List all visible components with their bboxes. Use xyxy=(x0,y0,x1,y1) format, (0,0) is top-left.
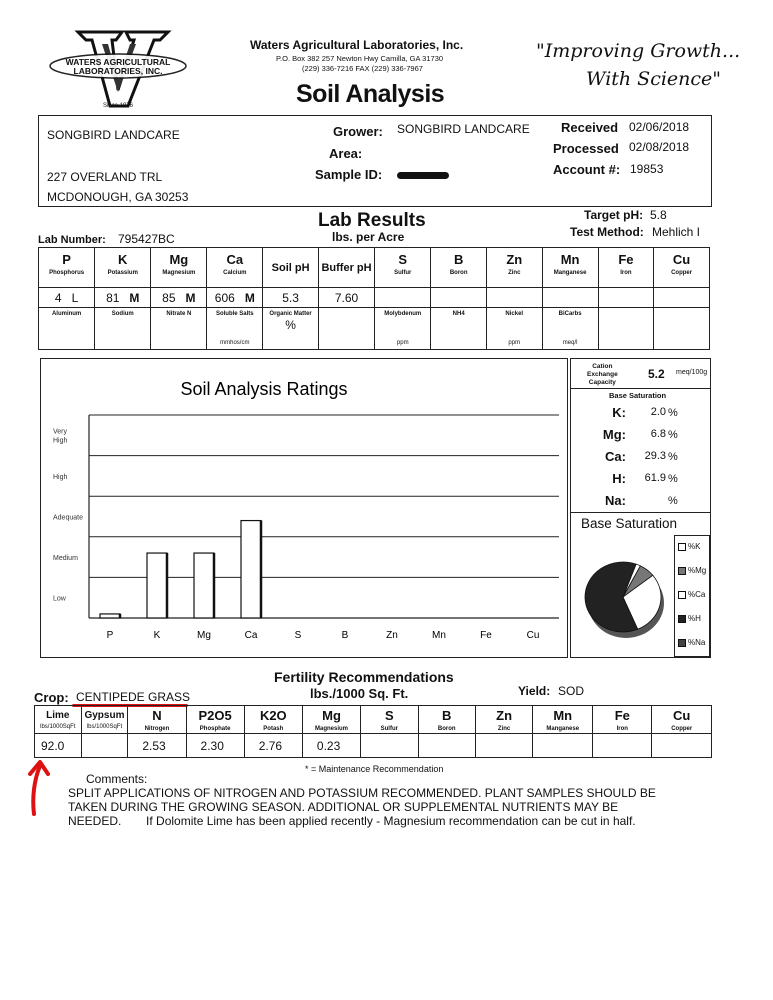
pie-legend-item xyxy=(678,590,705,599)
comment-line3a: NEEDED. xyxy=(68,814,122,828)
element-symbol: K xyxy=(118,252,128,267)
element-name: Copper xyxy=(671,270,693,276)
pie-legend-item xyxy=(678,614,701,623)
extra-name: Sodium xyxy=(111,311,134,317)
result-header-cell xyxy=(39,248,95,288)
comments-label: Comments: xyxy=(86,772,148,786)
fert-value-cell xyxy=(81,734,128,758)
fertility-title: Fertility Recommendations xyxy=(274,669,454,685)
base-sat-percent: % xyxy=(668,407,678,419)
result-header-cell xyxy=(263,248,319,288)
svg-text:Since 1976: Since 1976 xyxy=(102,103,134,109)
result-header-cell xyxy=(431,248,487,288)
rating-level-label: Very High xyxy=(53,428,68,445)
extra-unit: mmhos/cm xyxy=(220,340,250,346)
lab-number-label: Lab Number: xyxy=(38,234,106,246)
redacted-sample-id xyxy=(397,172,449,179)
bar-P xyxy=(100,614,120,618)
result-value-cell xyxy=(598,288,654,308)
fert-header-cell xyxy=(186,706,244,734)
result-value: 5.3 xyxy=(282,291,299,305)
result-header-cell xyxy=(318,248,374,288)
fert-header-cell xyxy=(302,706,360,734)
result-rating: M xyxy=(244,291,255,305)
element-name: Sulfur xyxy=(394,270,412,276)
cec-divider xyxy=(571,388,710,389)
result-value: 606 xyxy=(214,291,235,305)
fert-name: Phosphate xyxy=(199,726,231,732)
fert-symbol: B xyxy=(442,708,452,723)
base-saturation-label: Base Saturation xyxy=(609,391,667,400)
result-extra-cell xyxy=(207,308,263,350)
legend-swatch xyxy=(678,639,686,647)
fert-symbol: Gypsum xyxy=(84,710,125,721)
fert-value xyxy=(593,734,651,739)
fert-value-cell xyxy=(244,734,302,758)
result-value-wrap xyxy=(654,288,709,291)
test-method: Mehlich I xyxy=(652,225,701,239)
fert-name: Iron xyxy=(616,726,628,732)
result-value: 85 xyxy=(162,291,176,305)
base-sat-element: Mg: xyxy=(602,427,626,442)
cec-box xyxy=(570,358,711,513)
fert-value xyxy=(361,734,417,739)
result-value-cell xyxy=(486,288,542,308)
extra-name: Soluble Salts xyxy=(215,311,254,317)
pie-legend-item xyxy=(678,542,700,551)
bar-Ca xyxy=(241,521,261,618)
fert-header-cell xyxy=(244,706,302,734)
element-symbol: Buffer pH xyxy=(321,262,372,274)
base-sat-percent: % xyxy=(668,451,678,463)
base-sat-percent: % xyxy=(668,429,678,441)
fertility-subtitle: lbs./1000 Sq. Ft. xyxy=(310,686,409,701)
result-extra-cell xyxy=(542,308,598,350)
fert-name: Boron xyxy=(437,726,456,732)
result-header-cell xyxy=(95,248,151,288)
fert-value-cell xyxy=(128,734,186,758)
company-name: Waters Agricultural Laboratories, Inc. xyxy=(250,38,464,52)
cec-label-line2: Exchange xyxy=(587,371,618,378)
fert-header-cell xyxy=(128,706,186,734)
category-label-Mn: Mn xyxy=(432,630,446,641)
result-value-cell xyxy=(207,288,263,308)
legend-label: %Mg xyxy=(688,566,707,575)
pie-legend-item xyxy=(678,566,706,575)
category-label-P: P xyxy=(106,630,114,641)
base-saturation-pie-box xyxy=(570,512,711,658)
processed-label: Processed xyxy=(553,141,619,156)
result-value-wrap xyxy=(599,288,654,291)
yield-label: Yield: xyxy=(518,684,551,698)
category-label-Mg: Mg xyxy=(197,630,211,641)
fert-symbol: Fe xyxy=(614,708,630,723)
result-extra-cell xyxy=(263,308,319,350)
client-address1: 227 OVERLAND TRL xyxy=(47,170,163,184)
cec-label xyxy=(587,363,618,387)
processed-date: 02/08/2018 xyxy=(629,140,690,154)
element-symbol: Mn xyxy=(560,252,580,267)
target-ph: 5.8 xyxy=(650,208,667,222)
maintenance-note: * = Maintenance Recommendation xyxy=(305,764,444,774)
extra-name: Molybdenum xyxy=(384,311,422,317)
base-sat-value: 2.0 xyxy=(650,406,666,418)
fert-symbol: N xyxy=(152,708,162,723)
category-label-K: K xyxy=(153,630,161,641)
pie-legend-item xyxy=(678,638,705,647)
fert-value-cell xyxy=(593,734,652,758)
account-number: 19853 xyxy=(630,162,664,176)
comments-text xyxy=(68,786,708,828)
client-address2: MCDONOUGH, GA 30253 xyxy=(47,190,189,204)
result-rating: M xyxy=(129,291,140,305)
fert-value-cell xyxy=(533,734,593,758)
crop-label: Crop: xyxy=(34,690,69,705)
fert-name: Sulfur xyxy=(380,726,398,732)
extra-name: Organic Matter xyxy=(269,311,312,317)
fert-name: Potash xyxy=(263,726,284,732)
fert-symbol: P2O5 xyxy=(198,708,232,723)
fert-value xyxy=(82,734,128,739)
result-value-cell xyxy=(318,288,374,308)
result-extra-cell xyxy=(39,308,95,350)
element-name: Phosphorus xyxy=(49,270,85,276)
fert-value xyxy=(652,734,711,739)
result-value-cell xyxy=(542,288,598,308)
legend-label: %K xyxy=(688,542,701,551)
fert-name: Zinc xyxy=(497,726,511,732)
result-value-wrap xyxy=(543,288,598,291)
result-value-cell xyxy=(375,288,431,308)
base-sat-value: 61.9 xyxy=(644,472,666,484)
fert-value: 2.53 xyxy=(142,739,166,753)
result-extra-cell xyxy=(375,308,431,350)
fert-value xyxy=(533,734,592,739)
client-info-box xyxy=(38,115,712,207)
fert-value-cell xyxy=(418,734,475,758)
result-header-cell xyxy=(486,248,542,288)
category-label-Ca: Ca xyxy=(244,630,258,641)
sample-id-label: Sample ID: xyxy=(315,167,383,182)
result-header-cell xyxy=(542,248,598,288)
element-symbol: Mg xyxy=(169,252,189,267)
target-ph-label: Target pH: xyxy=(584,208,644,222)
page-title: Soil Analysis xyxy=(296,80,445,108)
result-extra-cell xyxy=(654,308,710,350)
received-date: 02/06/2018 xyxy=(629,120,690,134)
legend-swatch xyxy=(678,591,686,599)
lab-results-title: Lab Results xyxy=(318,210,426,231)
result-value-cell xyxy=(431,288,487,308)
result-extra-cell xyxy=(318,308,374,350)
comment-line3b: If Dolomite Lime has been applied recently - Magnesium recommendation can be cut in half. xyxy=(146,814,636,828)
fert-symbol: Zn xyxy=(496,708,513,723)
element-symbol: Ca xyxy=(226,252,244,267)
ratings-chart-svg xyxy=(41,359,567,657)
fert-name: Magnesium xyxy=(314,726,348,732)
result-value-wrap xyxy=(487,288,542,291)
fert-value-cell xyxy=(35,734,82,758)
base-sat-value: 6.8 xyxy=(650,428,666,440)
extra-name: BiCarbs xyxy=(558,311,582,317)
client-name: SONGBIRD LANDCARE xyxy=(47,128,180,142)
result-value: 81 xyxy=(106,291,120,305)
result-value-cell xyxy=(95,288,151,308)
company-address: P.O. Box 382 257 Newton Hwy Camilla, GA 31730 xyxy=(276,54,444,63)
category-label-S: S xyxy=(294,630,302,641)
result-extra-cell xyxy=(598,308,654,350)
fert-header-cell xyxy=(593,706,652,734)
result-value-wrap xyxy=(375,288,430,291)
result-value-cell xyxy=(654,288,710,308)
result-header-cell xyxy=(598,248,654,288)
fert-value-cell xyxy=(361,734,418,758)
result-extra-cell xyxy=(95,308,151,350)
result-value-wrap xyxy=(95,288,150,305)
fert-header-cell xyxy=(533,706,593,734)
rating-level-label: Medium xyxy=(53,555,78,563)
extra-unit: ppm xyxy=(508,340,521,346)
element-name: Manganese xyxy=(553,270,587,276)
element-symbol: Fe xyxy=(618,252,634,267)
base-sat-percent: % xyxy=(668,473,678,485)
lab-number: 795427BC xyxy=(118,232,175,246)
fert-value: 2.76 xyxy=(258,739,283,753)
element-symbol: S xyxy=(398,252,408,267)
extra-unit: ppm xyxy=(396,340,409,346)
fert-symbol: Lime xyxy=(46,710,70,721)
legend-label: %Na xyxy=(688,638,706,647)
fert-header-cell xyxy=(475,706,532,734)
result-value-wrap xyxy=(151,288,206,305)
fert-value-cell xyxy=(302,734,360,758)
legend-label: %H xyxy=(688,614,701,623)
grower-label: Grower: xyxy=(333,124,383,139)
comment-line2: TAKEN DURING THE GROWING SEASON. ADDITIONAL OR SUPPLEMENTAL NUTRIENTS MAY BE xyxy=(68,800,619,814)
cec-label-line1: Cation xyxy=(592,363,613,370)
element-name: Iron xyxy=(620,270,632,276)
pie-legend xyxy=(674,535,710,657)
fert-name: lbs/1000SqFt xyxy=(40,724,76,730)
result-value: 4 xyxy=(54,291,62,305)
element-name: Boron xyxy=(449,270,468,276)
yield-value: SOD xyxy=(558,684,585,698)
base-sat-element: K: xyxy=(612,405,626,420)
fert-value xyxy=(476,734,532,739)
category-label-Cu: Cu xyxy=(526,630,540,641)
result-extra-cell xyxy=(431,308,487,350)
fert-header-cell xyxy=(652,706,712,734)
fert-name: Manganese xyxy=(546,726,580,732)
element-symbol: Soil pH xyxy=(271,262,310,274)
result-value-cell xyxy=(151,288,207,308)
fert-symbol: S xyxy=(384,708,394,723)
fert-header-cell xyxy=(361,706,418,734)
extra-name: NH4 xyxy=(452,311,465,317)
result-rating: M xyxy=(185,291,196,305)
legend-label: %Ca xyxy=(688,590,706,599)
element-symbol: Zn xyxy=(506,252,523,267)
slogan-line1: "Improving Growth... xyxy=(536,40,741,62)
fert-value: 0.23 xyxy=(316,739,341,753)
chart-title: Soil Analysis Ratings xyxy=(180,379,348,399)
grower-value: SONGBIRD LANDCARE xyxy=(397,122,530,136)
element-name: Zinc xyxy=(508,270,521,276)
comment-line3 xyxy=(68,814,708,828)
result-header-cell xyxy=(207,248,263,288)
ratings-chart xyxy=(40,358,568,658)
fert-header-cell xyxy=(81,706,128,734)
cec-label-line3: Capacity xyxy=(588,379,616,386)
fert-symbol: Mg xyxy=(322,708,341,723)
fert-value-cell xyxy=(186,734,244,758)
result-value: 7.60 xyxy=(334,291,359,305)
element-symbol: P xyxy=(62,252,71,267)
legend-swatch xyxy=(678,567,686,575)
svg-text:LABORATORIES, INC.: LABORATORIES, INC. xyxy=(73,66,163,76)
base-sat-element: Na: xyxy=(605,493,626,508)
fert-name: lbs/1000SqFt xyxy=(86,724,123,730)
result-header-cell xyxy=(151,248,207,288)
company-phone: (229) 336-7216 FAX (229) 336-7967 xyxy=(302,64,423,73)
element-name: Potassium xyxy=(107,270,138,276)
result-value-cell xyxy=(39,288,95,308)
cec-value: 5.2 xyxy=(648,367,665,381)
base-sat-percent: % xyxy=(668,495,678,507)
result-value-wrap xyxy=(319,288,374,305)
comment-line1: SPLIT APPLICATIONS OF NITROGEN AND POTASSIUM RECOMMENDED. PLANT SAMPLES SHOULD BE xyxy=(68,786,656,800)
fert-value: 92.0 xyxy=(41,739,65,753)
category-label-Zn: Zn xyxy=(386,630,398,641)
lbs-per-acre: lbs. per Acre xyxy=(332,230,405,244)
received-label: Received xyxy=(561,120,619,135)
result-value-wrap xyxy=(263,288,318,305)
extra-name: Nitrate N xyxy=(166,311,192,317)
result-extra-cell xyxy=(151,308,207,350)
category-label-B: B xyxy=(341,630,349,641)
fert-symbol: Cu xyxy=(673,708,691,723)
bar-K xyxy=(147,553,167,618)
results-table xyxy=(38,247,710,350)
crop-value: CENTIPEDE GRASS xyxy=(76,690,191,704)
fert-name: Nitrogen xyxy=(144,726,170,732)
element-symbol: Cu xyxy=(672,252,691,267)
fertility-table xyxy=(34,705,712,758)
base-sat-element: Ca: xyxy=(605,449,626,464)
fert-value: 2.30 xyxy=(200,739,224,753)
fert-header-cell xyxy=(35,706,82,734)
legend-swatch xyxy=(678,615,686,623)
rating-level-label: Adequate xyxy=(53,514,83,522)
extra-name: Aluminum xyxy=(51,311,82,317)
fert-header-cell xyxy=(418,706,475,734)
lab-logo xyxy=(38,30,198,110)
arrow-annotation-icon xyxy=(24,758,54,823)
result-header-cell xyxy=(375,248,431,288)
result-rating: L xyxy=(71,291,79,305)
fert-symbol: Mn xyxy=(553,708,573,723)
pie-title: Base Saturation xyxy=(581,516,678,531)
element-symbol: B xyxy=(453,252,464,267)
fert-value-cell xyxy=(652,734,712,758)
extra-unit: % xyxy=(285,318,296,332)
svg-text:WATERS AGRICULTURAL: WATERS AGRICULTURAL xyxy=(65,57,171,67)
result-value-wrap xyxy=(207,288,262,305)
bar-Mg xyxy=(194,553,214,618)
result-value-wrap xyxy=(431,288,486,291)
result-value-cell xyxy=(263,288,319,308)
element-name: Calcium xyxy=(223,270,247,276)
rating-level-label: Low xyxy=(53,595,66,603)
base-sat-value: 29.3 xyxy=(644,450,666,462)
test-method-label: Test Method: xyxy=(570,225,644,239)
account-label: Account #: xyxy=(553,162,621,177)
element-name: Magnesium xyxy=(162,270,196,276)
extra-name: Nickel xyxy=(505,311,524,317)
legend-swatch xyxy=(678,543,686,551)
base-sat-element: H: xyxy=(612,471,626,486)
result-extra-cell xyxy=(486,308,542,350)
category-label-Fe: Fe xyxy=(480,630,492,641)
area-label: Area: xyxy=(329,146,363,161)
result-value-wrap xyxy=(39,288,94,305)
rating-level-label: High xyxy=(53,473,68,481)
fert-name: Copper xyxy=(671,726,693,732)
fert-value xyxy=(419,734,475,739)
result-header-cell xyxy=(654,248,710,288)
slogan-line2: With Science" xyxy=(586,68,722,90)
fert-value-cell xyxy=(475,734,532,758)
extra-unit: meq/l xyxy=(562,340,578,346)
fert-symbol: K2O xyxy=(259,708,287,723)
cec-unit: meq/100g xyxy=(676,369,708,376)
